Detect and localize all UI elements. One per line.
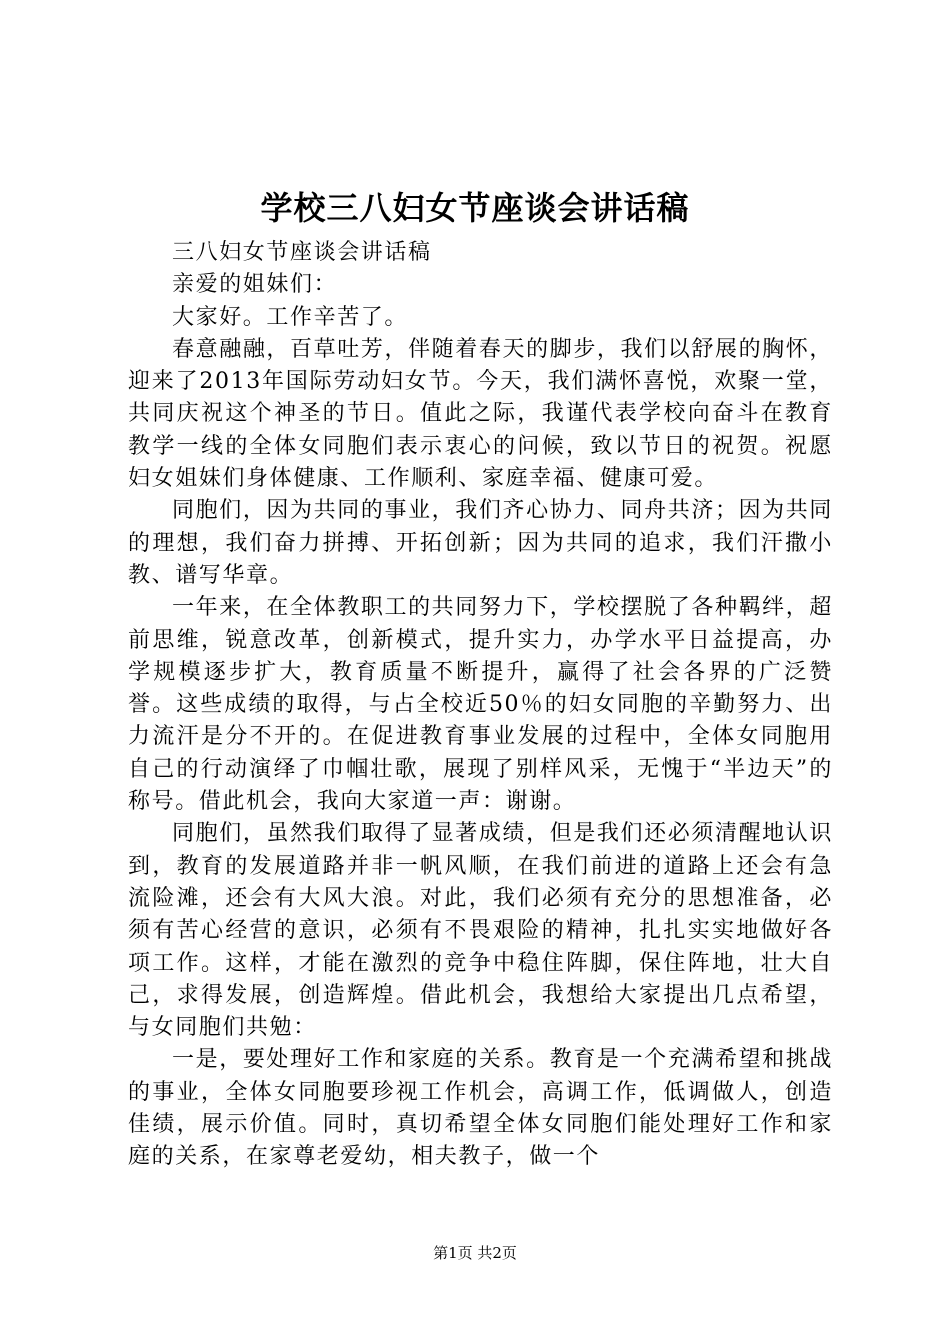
paragraph-3: 一年来，在全体教职工的共同努力下，学校摆脱了各种羁绊，超前思维，锐意改革，创新模式，提升实力，办学水平日益提高，办学规模逐步扩大，教育质量不断提升，赢得了社会各界的广泛赞誉。这些成绩的取得，与占全校近50％的妇女同胞的辛勤努力、出力流汗是分不开的。在促进教育事业发展的过程中，全体女同胞用自己的行动演绎了巾帼壮歌，展现了别样风采，无愧于“半边天”的称号。借此机会，我向大家道一声：谢谢。 <box>128 595 833 815</box>
page-footer: 第1页 共2页 <box>433 1244 517 1262</box>
document-title: 学校三八妇女节座谈会讲话稿 <box>260 189 690 227</box>
paragraph-2: 同胞们，因为共同的事业，我们齐心协力、同舟共济；因为共同的理想，我们奋力拼搏、开拓创新；因为共同的追求，我们汗撒小教、谱写华章。 <box>128 498 833 588</box>
paragraph-4: 同胞们，虽然我们取得了显著成绩，但是我们还必须清醒地认识到，教育的发展道路并非一帆风顺，在我们前进的道路上还会有急流险滩，还会有大风大浪。对此，我们必须有充分的思想准备，必须有苦心经营的意识，必须有不畏艰险的精神，扎扎实实地做好各项工作。这样，才能在激烈的竞争中稳住阵脚，保住阵地，壮大自己，求得发展，创造辉煌。借此机会，我想给大家提出几点希望，与女同胞们共勉： <box>128 821 833 1041</box>
paragraph-greeting: 大家好。工作辛苦了。 <box>172 304 409 330</box>
paragraph-subtitle: 三八妇女节座谈会讲话稿 <box>172 240 432 265</box>
paragraph-salutation: 亲爱的姐妹们： <box>172 272 338 298</box>
document-body <box>128 237 833 1174</box>
paragraph-1: 春意融融，百草吐芳，伴随着春天的脚步，我们以舒展的胸怀，迎来了2013年国际劳动妇女节。今天，我们满怀喜悦，欢聚一堂，共同庆祝这个神圣的节日。值此之际，我谨代表学校向奋斗在教育教学一线的全体女同胞们表示衷心的问候，致以节日的祝贺。祝愿妇女姐妹们身体健康、工作顺利、家庭幸福、健康可爱。 <box>128 336 833 492</box>
paragraph-5: 一是，要处理好工作和家庭的关系。教育是一个充满希望和挑战的事业，全体女同胞要珍视工作机会，高调工作，低调做人，创造佳绩，展示价值。同时，真切希望全体女同胞们能处理好工作和家庭的关系，在家尊老爱幼，相夫教子，做一个 <box>128 1047 833 1170</box>
